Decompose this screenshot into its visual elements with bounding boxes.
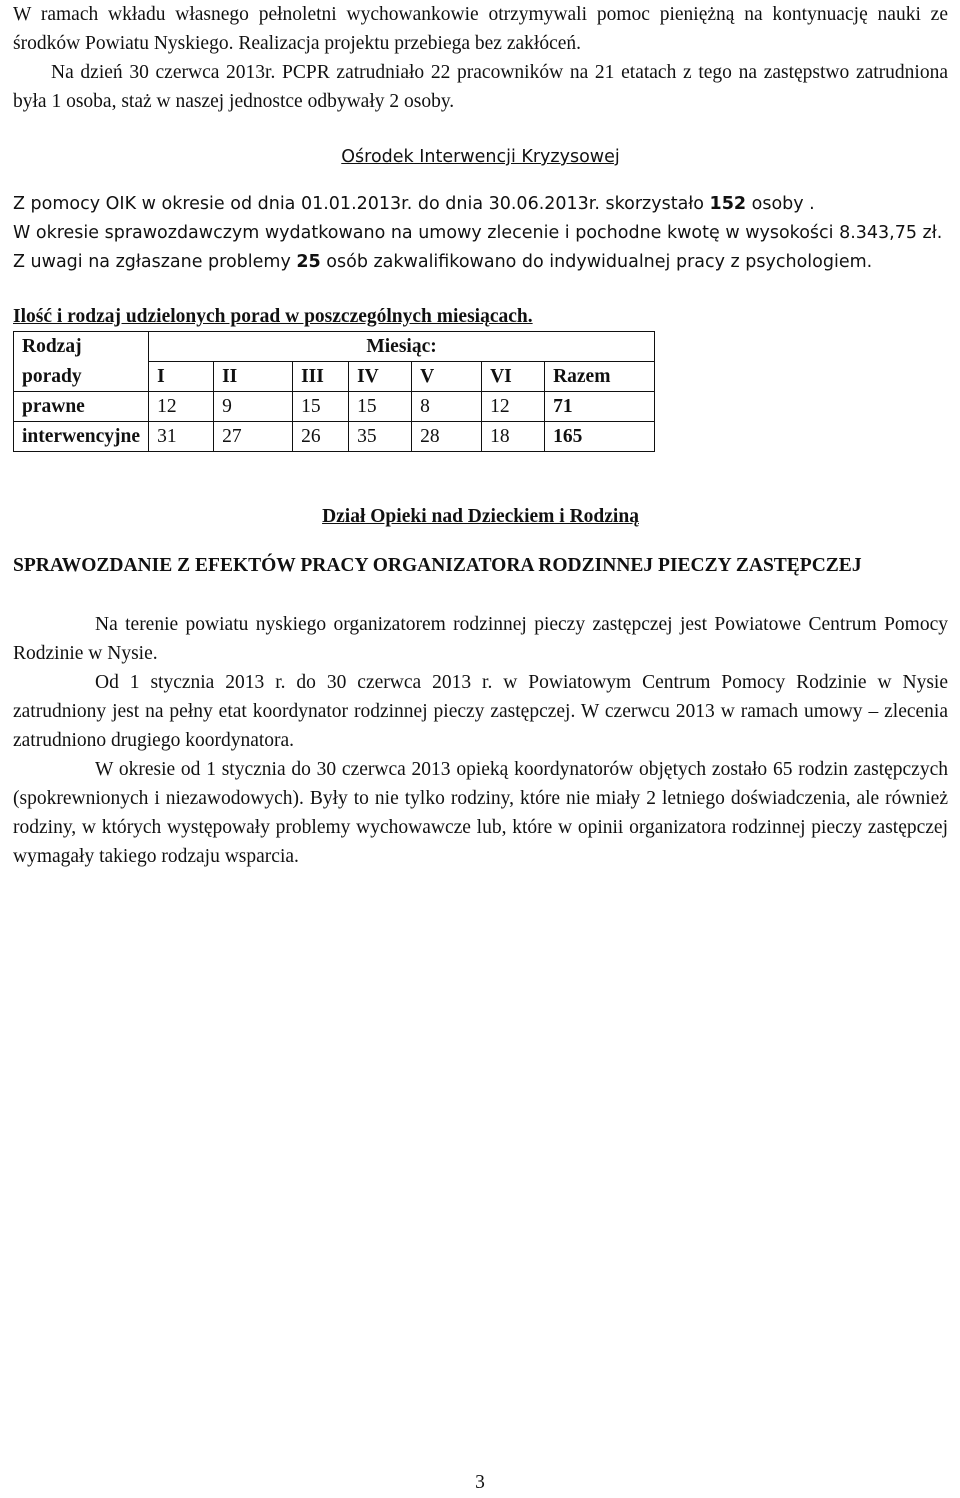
table-cell: 35 xyxy=(349,422,412,452)
oik-line-1-end: osoby . xyxy=(746,194,815,214)
department-heading: Dział Opieki nad Dzieckiem i Rodziną xyxy=(322,506,639,527)
oik-line-3 xyxy=(13,248,948,277)
month-header-cell: VI xyxy=(482,362,545,392)
table-header-row-2 xyxy=(14,362,655,392)
oik-line-3-text: Z uwagi na zgłaszane problemy xyxy=(13,252,297,272)
table-cell: 8 xyxy=(412,392,482,422)
table-cell: 15 xyxy=(349,392,412,422)
table-cell: 18 xyxy=(482,422,545,452)
table-cell: 31 xyxy=(149,422,214,452)
oik-count-people: 152 xyxy=(709,194,747,214)
table-cell: 27 xyxy=(214,422,293,452)
intro-paragraph-2: Na dzień 30 czerwca 2013r. PCPR zatrudniało 22 pracowników na 21 etatach z tego na zastępstwo zatrudniona była 1 osoba, staż w naszej jednostce odbywały 2 osoby. xyxy=(13,62,948,112)
total-header-cell: Razem xyxy=(545,362,655,392)
oik-line-1-text: Z pomocy OIK w okresie od dnia 01.01.2013r. do dnia 30.06.2013r. skorzystało xyxy=(13,194,710,214)
row-total: 71 xyxy=(545,392,655,422)
table-row xyxy=(14,422,655,452)
table-header-row-1 xyxy=(14,332,655,362)
month-header-cell: II xyxy=(214,362,293,392)
month-header: Miesiąc: xyxy=(149,332,655,362)
intro-paragraph-1: W ramach wkładu własnego pełnoletni wychowankowie otrzymywali pomoc pieniężną na kontynuację nauki ze środków Powiatu Nyskiego. Realizacja projektu przebiega bez zakłóceń. xyxy=(13,4,948,54)
oik-line-1 xyxy=(13,190,948,219)
table-cell: 12 xyxy=(482,392,545,422)
table-cell: 9 xyxy=(214,392,293,422)
month-header-cell: I xyxy=(149,362,214,392)
table-cell: 15 xyxy=(293,392,349,422)
report-paragraph-3: W okresie od 1 stycznia do 30 czerwca 2013 opieką koordynatorów objętych zostało 65 rodzin zastępczych (spokrewnionych i niezawodowych). Były to nie tylko rodziny, które nie miały 2 letniego doświadczenia, ale również rodziny, w których występowały problemy wychowawcze lub, które w opinii organizatora rodzinnej pieczy zastępczej wymagały takiego rodzaju wsparcia. xyxy=(13,759,948,867)
month-header-cell: V xyxy=(412,362,482,392)
row-label: interwencyjne xyxy=(14,422,149,452)
table-cell: 28 xyxy=(412,422,482,452)
report-title: SPRAWOZDANIE Z EFEKTÓW PRACY ORGANIZATORA RODZINNEJ PIECZY ZASTĘPCZEJ xyxy=(13,555,862,576)
page-number: 3 xyxy=(475,1472,485,1493)
report-paragraph-1: Na terenie powiatu nyskiego organizatorem rodzinnej pieczy zastępczej jest Powiatowe Centrum Pomocy Rodzinie w Nysie. xyxy=(13,614,948,664)
table-row xyxy=(14,392,655,422)
month-header-cell: IV xyxy=(349,362,412,392)
oik-line-2: W okresie sprawozdawczym wydatkowano na umowy zlecenie i pochodne kwotę w wysokości 8.343,75 zł. xyxy=(13,223,943,243)
table-cell: 26 xyxy=(293,422,349,452)
table-title: Ilość i rodzaj udzielonych porad w poszczególnych miesiącach. xyxy=(13,306,533,327)
col-header-type-2: porady xyxy=(14,362,149,392)
report-paragraph-2: Od 1 stycznia 2013 r. do 30 czerwca 2013 r. w Powiatowym Centrum Pomocy Rodzinie w Nysie zatrudniony jest na pełny etat koordynator rodzinnej pieczy zastępczej. W czerwcu 2013 w ramach umowy – zlecenia zatrudniono drugiego koordynatora. xyxy=(13,672,948,751)
advice-table xyxy=(13,331,655,452)
report-body xyxy=(13,610,948,871)
row-label: prawne xyxy=(14,392,149,422)
oik-count-psych: 25 xyxy=(296,252,321,272)
oik-line-3-end: osób zakwalifikowano do indywidualnej pracy z psychologiem. xyxy=(320,252,873,272)
table-cell: 12 xyxy=(149,392,214,422)
month-header-cell: III xyxy=(293,362,349,392)
col-header-type-1: Rodzaj xyxy=(14,332,149,362)
oik-heading: Ośrodek Interwencji Kryzysowej xyxy=(341,147,620,167)
oik-section xyxy=(13,190,948,277)
row-total: 165 xyxy=(545,422,655,452)
